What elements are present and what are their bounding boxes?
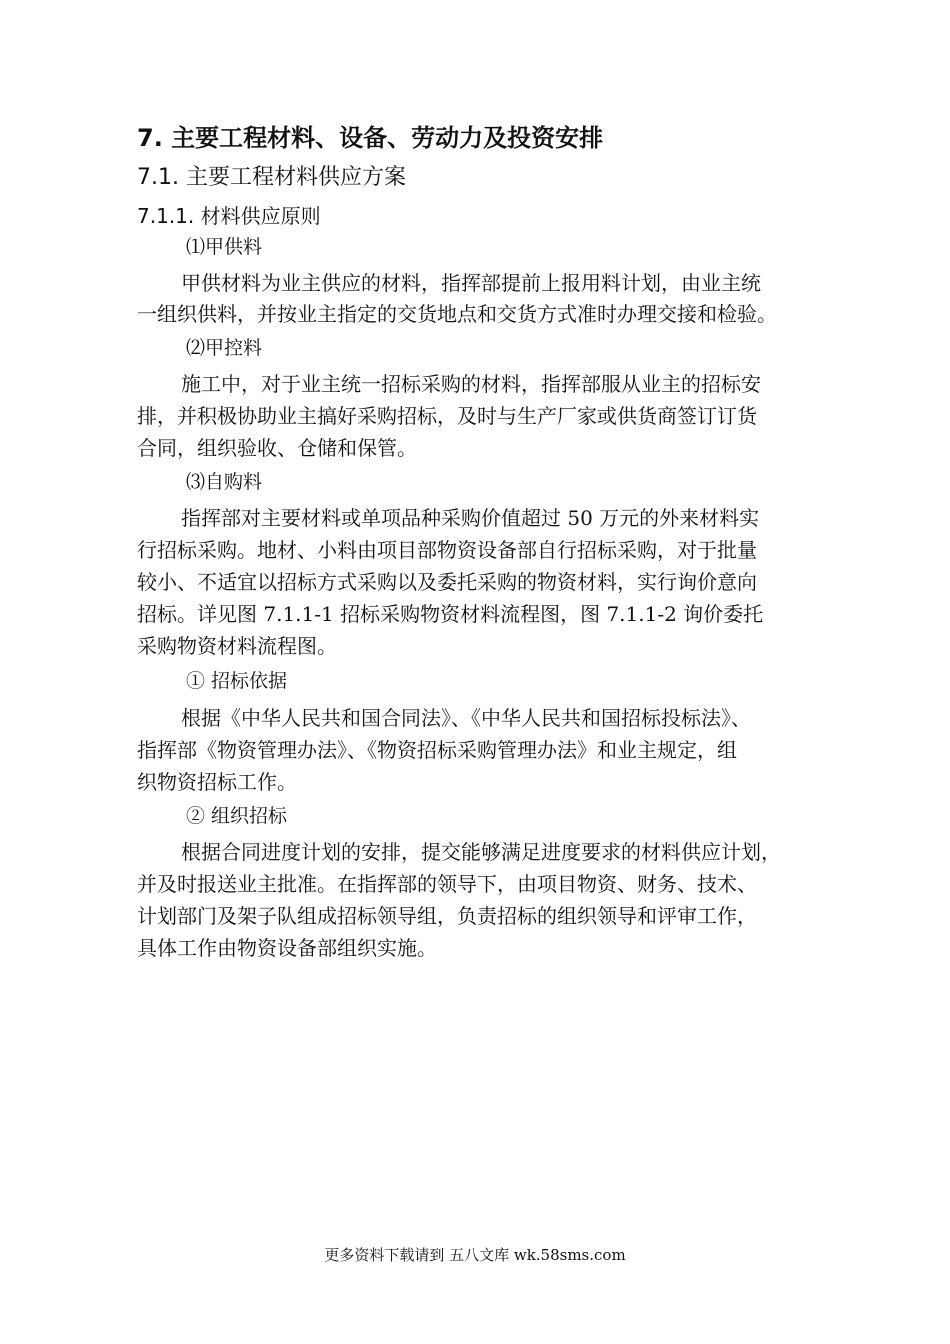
paragraph-line: 根据《中华人民共和国合同法》、《中华人民共和国招标投标法》、: [181, 706, 751, 730]
paragraph-line: 根据合同进度计划的安排，提交能够满足进度要求的材料供应计划，: [181, 840, 781, 864]
paragraph-line: 计划部门及架子队组成招标领导组，负责招标的组织领导和评审工作，: [137, 904, 757, 928]
paragraph-line: 指挥部《物资管理办法》、《物资招标采购管理办法》和业主规定，组: [137, 738, 737, 762]
section-heading: 7.1. 主要工程材料供应方案: [137, 165, 406, 190]
paragraph-line: 具体工作由物资设备部组织实施。: [137, 936, 437, 960]
paragraph-line: 织物资招标工作。: [137, 770, 297, 794]
item-title: ② 组织招标: [186, 805, 288, 827]
item-title: ⑶自购料: [186, 471, 263, 493]
paragraph-line: 排，并积极协助业主搞好采购招标，及时与生产厂家或供货商签订订货: [137, 404, 757, 428]
paragraph-line: 较小、不适宜以招标方式采购以及委托采购的物资材料，实行询价意向: [137, 570, 757, 594]
paragraph-line: 甲供材料为业主供应的材料，指挥部提前上报用料计划，由业主统: [181, 271, 761, 295]
page-footer: 更多资料下载请到 五八文库 wk.58sms.com: [324, 1246, 626, 1264]
paragraph-line: 并及时报送业主批准。在指挥部的领导下，由项目物资、财务、技术、: [137, 872, 757, 896]
paragraph-line: 招标。详见图 7.1.1-1 招标采购物资材料流程图，图 7.1.1-2 询价委托: [137, 602, 764, 626]
paragraph-line: 合同，组织验收、仓储和保管。: [137, 436, 417, 460]
paragraph-line: 施工中，对于业主统一招标采购的材料，指挥部服从业主的招标安: [181, 372, 761, 396]
subsection-heading: 7.1.1. 材料供应原则: [137, 204, 321, 228]
paragraph-line: 一组织供料，并按业主指定的交货地点和交货方式准时办理交接和检验。: [137, 302, 777, 326]
chapter-heading: 7. 主要工程材料、设备、劳动力及投资安排: [137, 124, 604, 152]
paragraph-line: 指挥部对主要材料或单项品种采购价值超过 50 万元的外来材料实: [181, 506, 760, 530]
paragraph-line: 行招标采购。地材、小料由项目部物资设备部自行招标采购，对于批量: [137, 538, 757, 562]
item-title: ⑴甲供料: [186, 236, 263, 258]
item-title: ⑵甲控料: [186, 337, 263, 359]
paragraph-line: 采购物资材料流程图。: [137, 634, 337, 658]
item-title: ① 招标依据: [186, 670, 288, 692]
